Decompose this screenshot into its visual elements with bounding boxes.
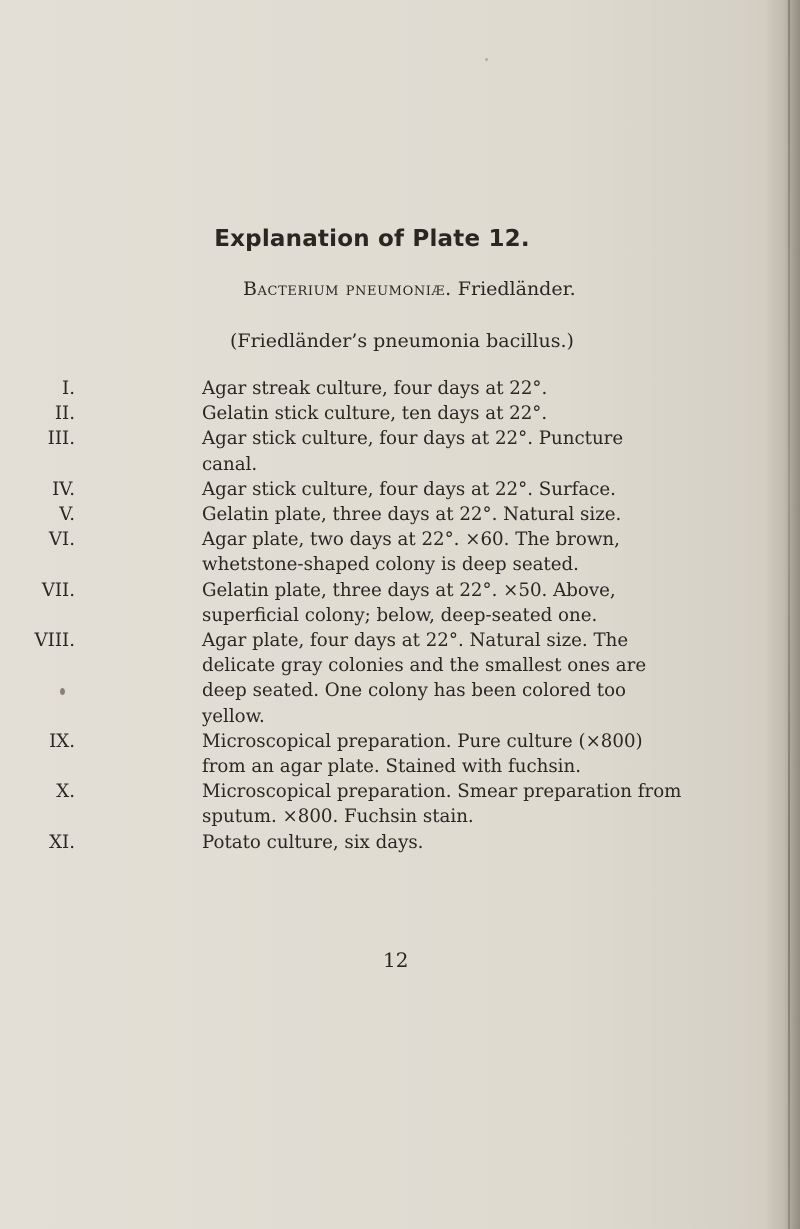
figure-entry xyxy=(0,729,682,779)
figure-description: Microscopical preparation. Pure culture (×800) from an agar plate. Stained with fuchsin. xyxy=(202,730,643,778)
figure-description: Agar stick culture, four days at 22°. Puncture canal. xyxy=(202,428,624,475)
figure-description: Agar plate, four days at 22°. Natural size. The delicate gray colonies and the smallest ones are deep seated. One colony has been colored too yellow. xyxy=(202,630,647,727)
figure-number: VIII. xyxy=(34,630,75,652)
figure-number: V. xyxy=(59,504,75,526)
ink-speck xyxy=(485,58,488,61)
figure-number: IX. xyxy=(49,730,75,752)
figure-description: Gelatin plate, three days at 22°. ×50. Above, superficial colony; below, deep-seated one. xyxy=(202,579,616,626)
figure-entry xyxy=(0,376,682,401)
species-author: Friedländer. xyxy=(457,278,576,300)
figure-description: Agar stick culture, four days at 22°. Surface. xyxy=(202,478,616,500)
figure-entry xyxy=(0,527,682,577)
figure-description: Microscopical preparation. Smear preparation from sputum. ×800. Fuchsin stain. xyxy=(202,781,682,828)
species-name: Bacterium pneumoniæ. xyxy=(243,278,452,300)
figure-number: I. xyxy=(62,378,75,399)
figure-description: Gelatin stick culture, ten days at 22°. xyxy=(202,403,548,425)
figure-entry xyxy=(0,628,682,729)
figure-number: III. xyxy=(47,428,75,450)
page-number: 12 xyxy=(383,948,409,972)
species-subtitle: (Friedländer’s pneumonia bacillus.) xyxy=(230,330,574,352)
plate-heading-text: Explanation of Plate 12. xyxy=(214,226,530,252)
figure-description: Gelatin plate, three days at 22°. Natural size. xyxy=(202,504,622,526)
figure-entry xyxy=(0,401,682,426)
figure-number: VII. xyxy=(41,579,75,601)
figure-number: II. xyxy=(54,403,75,425)
figure-entry xyxy=(0,830,682,855)
species-line xyxy=(243,278,576,300)
figure-number: X. xyxy=(56,781,75,803)
figure-entry xyxy=(0,502,682,527)
plate-heading xyxy=(0,226,800,252)
figure-number: XI. xyxy=(49,831,75,853)
figure-entry xyxy=(0,477,682,502)
figure-description: Agar plate, two days at 22°. ×60. The brown, whetstone-shaped colony is deep seated. xyxy=(202,529,620,576)
figure-number: VI. xyxy=(48,529,75,551)
figure-entry xyxy=(0,779,682,829)
figure-entry xyxy=(0,578,682,628)
figure-description: Agar streak culture, four days at 22°. xyxy=(202,378,548,399)
figure-entry xyxy=(0,426,682,476)
figure-number: IV. xyxy=(52,478,75,500)
figure-description: Potato culture, six days. xyxy=(202,831,424,853)
figure-explanation-list xyxy=(0,376,800,855)
